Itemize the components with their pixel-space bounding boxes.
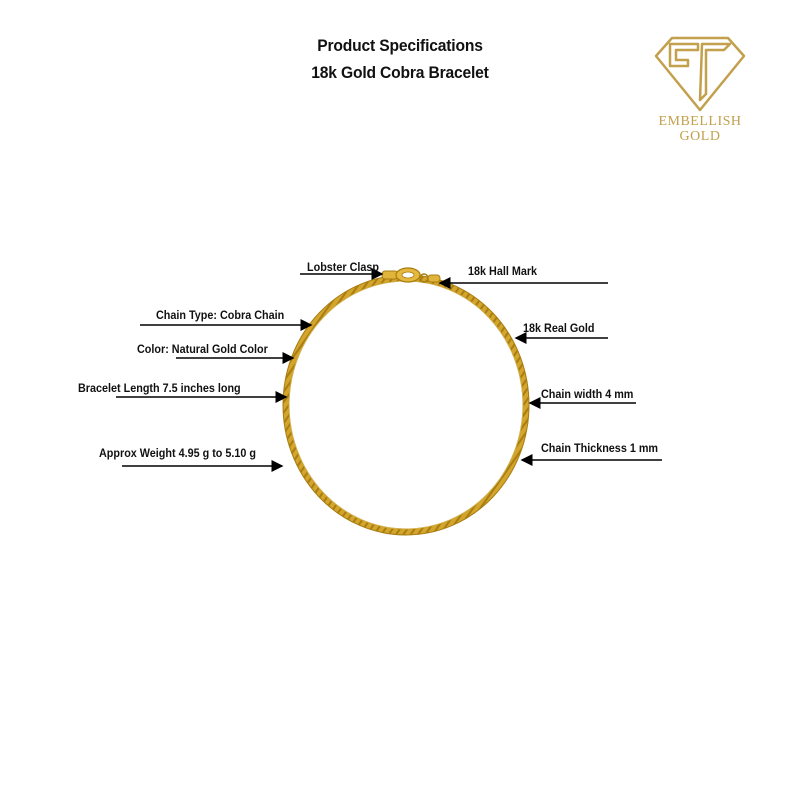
- label-chain-type: Chain Type: Cobra Chain: [156, 308, 285, 322]
- label-length: Bracelet Length 7.5 inches long: [78, 381, 241, 395]
- label-lobster-clasp: Lobster Clasp: [307, 260, 380, 274]
- brand-name-line2: GOLD: [679, 129, 721, 144]
- label-color: Color: Natural Gold Color: [137, 342, 268, 356]
- label-thickness: Chain Thickness 1 mm: [541, 441, 659, 455]
- page-title: Product Specifications: [317, 36, 483, 55]
- label-real-gold: 18k Real Gold: [523, 321, 595, 335]
- page-subtitle: 18k Gold Cobra Bracelet: [311, 63, 489, 82]
- label-hall-mark: 18k Hall Mark: [468, 264, 538, 278]
- label-chain-width: Chain width 4 mm: [541, 387, 634, 401]
- bracelet-image: [286, 278, 526, 532]
- brand-name: EMBELLISH: [658, 114, 742, 129]
- label-weight: Approx Weight 4.95 g to 5.10 g: [99, 446, 257, 460]
